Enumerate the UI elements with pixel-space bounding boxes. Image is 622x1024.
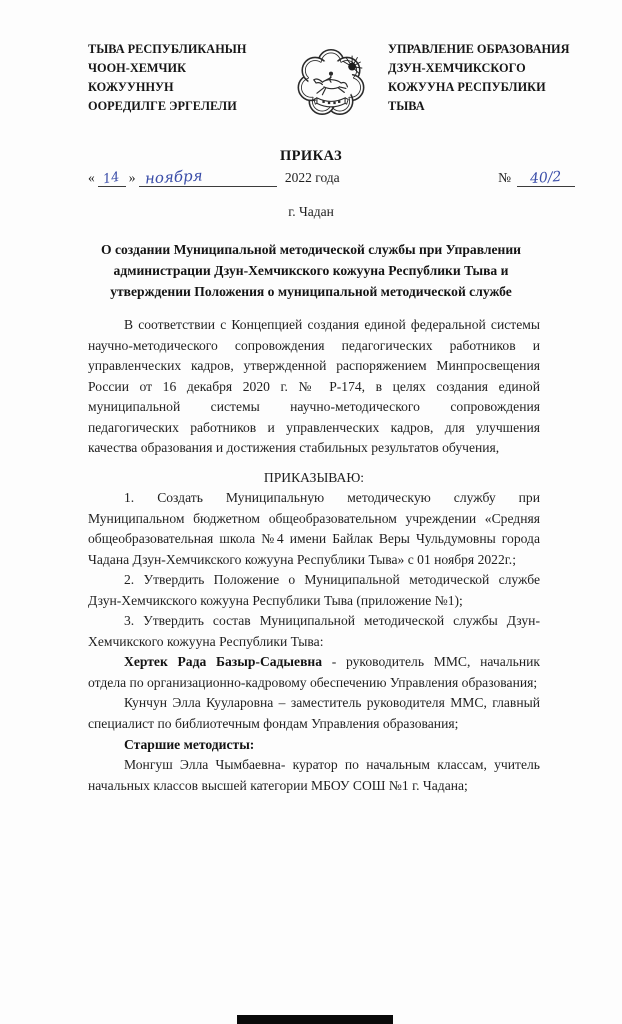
- letterhead: [88, 40, 580, 128]
- order-body: [88, 315, 540, 796]
- org-line: ТЫВА: [388, 99, 425, 114]
- doc-type-heading: ПРИКАЗ: [279, 148, 343, 164]
- tuva-horseman-seal-icon: [288, 38, 374, 128]
- order-title-line: администрации Дзун-Хемчикского кожууна Республики Тыва и: [113, 263, 509, 279]
- city-line: г. Чадан: [288, 204, 334, 219]
- number-group: [498, 170, 575, 187]
- date-group: [88, 168, 340, 187]
- org-line: ООРЕДИЛГЕ ЭРГЕЛЕЛИ: [88, 99, 237, 114]
- day-handwritten-value: 14: [102, 169, 122, 188]
- senior-staff-paragraph: [88, 755, 540, 796]
- preamble-paragraph: В соответствии с Концепцией создания единой федеральной системы научно-методического сопровождения педагогических работников и управленческих кадров, утвержденной распоряжением Минпросвещения России от 16 декабря 2020 г. № Р-174, в целях создания единой муниципальной системы научно-методического сопровождения педагогических работников и управленческих кадров, для улучшения качества образования и достижения стабильных результатов обучения,: [88, 317, 540, 456]
- number-blank: [517, 170, 575, 187]
- order-title-line: утверждении Положения о муниципальной методической службе: [110, 284, 512, 300]
- month-handwritten-value: ноября: [144, 166, 203, 188]
- staff-role: – заместитель руководителя ММС, главный специалист по библиотечным фондам Управления образования;: [88, 695, 541, 731]
- org-line: КОЖУУНА РЕСПУБЛИКИ: [388, 80, 546, 95]
- order-item-1: 1. Создать Муниципальную методическую службу при Муниципальном бюджетном общеобразовательном учреждении «Средняя общеобразовательная школа №4 имени Байлак Веры Чульдумовны города Чадана Дзун-Хемчикского кожууна Республики Тыва» с 01 ноября 2022г.;: [88, 490, 540, 567]
- org-name-tuvan: [88, 40, 273, 116]
- staff-name: Монгуш Элла Чымбаевна-: [124, 757, 286, 773]
- quote-open: «: [88, 170, 95, 185]
- month-blank: [139, 168, 277, 187]
- org-line: ЧООН-ХЕМЧИК КОЖУУННУН: [88, 61, 187, 95]
- order-item-2: 2. Утвердить Положение о Муниципальной методической службе Дзун-Хемчикского кожууна Республики Тыва (приложение №1);: [88, 572, 540, 608]
- org-line: УПРАВЛЕНИЕ ОБРАЗОВАНИЯ: [388, 42, 570, 56]
- staff-name: Кунчун Элла Кууларовна: [124, 695, 274, 711]
- staff-role: - руководитель ММС, начальник отдела по организационно-кадровому обеспечению Управления образования;: [88, 654, 540, 690]
- number-handwritten-value: 40/2: [529, 168, 563, 188]
- scan-edge-artifact: [237, 1015, 393, 1024]
- order-title: [71, 239, 551, 302]
- day-blank: [98, 170, 126, 187]
- number-label: №: [498, 170, 511, 185]
- year-text: 2022 года: [284, 170, 340, 185]
- org-name-russian: [388, 40, 580, 116]
- quote-close: »: [128, 170, 136, 185]
- staff-role: куратор по начальным классам, учитель начальных классов высшей категории МБОУ СОШ №1 г. Чадана;: [88, 757, 540, 793]
- order-item-3: 3. Утвердить состав Муниципальной методической службы Дзун-Хемчикского кожууна Республики Тыва:: [88, 613, 540, 649]
- org-line: ДЗУН-ХЕМЧИКСКОГО: [388, 61, 526, 76]
- staff-name: Хертек Рада Базыр-Садыевна: [124, 654, 323, 670]
- org-line: ТЫВА РЕСПУБЛИКАНЫН: [88, 42, 247, 56]
- date-number-line: [88, 168, 575, 187]
- staff-paragraph: [88, 693, 540, 734]
- emblem-svg: [288, 38, 374, 128]
- senior-methodists-heading: Старшие методисты:: [124, 736, 255, 752]
- order-title-line: О создании Муниципальной методической службы при Управлении: [100, 242, 522, 257]
- resolve-heading: ПРИКАЗЫВАЮ:: [263, 469, 365, 485]
- staff-paragraph: [88, 652, 540, 693]
